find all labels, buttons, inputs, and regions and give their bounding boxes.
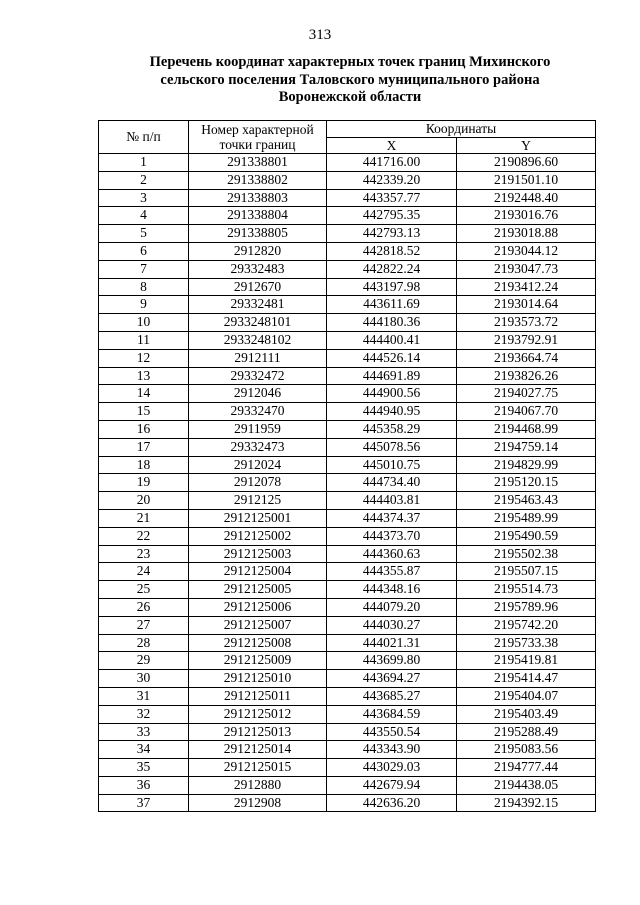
x-coordinate-cell: 444180.36 — [327, 314, 457, 332]
x-coordinate-cell: 442679.94 — [327, 776, 457, 794]
y-coordinate-cell: 2195404.07 — [457, 687, 596, 705]
header-row-1 — [99, 121, 596, 138]
y-coordinate-cell: 2193016.76 — [457, 207, 596, 225]
y-coordinate-cell: 2195463.43 — [457, 492, 596, 510]
x-coordinate-cell: 444734.40 — [327, 474, 457, 492]
x-coordinate-cell: 442793.13 — [327, 225, 457, 243]
y-coordinate-cell: 2195083.56 — [457, 741, 596, 759]
point-number-cell: 2912125006 — [189, 598, 327, 616]
table-row — [99, 420, 596, 438]
x-coordinate-cell: 442795.35 — [327, 207, 457, 225]
row-number-cell: 30 — [99, 670, 189, 688]
y-coordinate-cell: 2195490.59 — [457, 527, 596, 545]
point-number-cell: 2912908 — [189, 794, 327, 812]
y-coordinate-cell: 2195507.15 — [457, 563, 596, 581]
header-number: № п/п — [99, 121, 189, 154]
y-coordinate-cell: 2190896.60 — [457, 154, 596, 172]
point-number-cell: 2933248101 — [189, 314, 327, 332]
row-number-cell: 16 — [99, 420, 189, 438]
y-coordinate-cell: 2194438.05 — [457, 776, 596, 794]
x-coordinate-cell: 442818.52 — [327, 242, 457, 260]
row-number-cell: 1 — [99, 154, 189, 172]
x-coordinate-cell: 443343.90 — [327, 741, 457, 759]
y-coordinate-cell: 2195733.38 — [457, 634, 596, 652]
x-coordinate-cell: 441716.00 — [327, 154, 457, 172]
row-number-cell: 18 — [99, 456, 189, 474]
point-number-cell: 29332473 — [189, 438, 327, 456]
table-row — [99, 278, 596, 296]
coordinates-table — [98, 120, 596, 812]
table-row — [99, 242, 596, 260]
row-number-cell: 23 — [99, 545, 189, 563]
point-number-cell: 2912125 — [189, 492, 327, 510]
row-number-cell: 31 — [99, 687, 189, 705]
row-number-cell: 12 — [99, 349, 189, 367]
y-coordinate-cell: 2195502.38 — [457, 545, 596, 563]
x-coordinate-cell: 443685.27 — [327, 687, 457, 705]
y-coordinate-cell: 2195419.81 — [457, 652, 596, 670]
point-number-cell: 2912125005 — [189, 581, 327, 599]
table-row — [99, 260, 596, 278]
table-row — [99, 474, 596, 492]
point-number-cell: 2912125011 — [189, 687, 327, 705]
x-coordinate-cell: 443611.69 — [327, 296, 457, 314]
y-coordinate-cell: 2195288.49 — [457, 723, 596, 741]
point-number-cell: 2912125010 — [189, 670, 327, 688]
y-coordinate-cell: 2193573.72 — [457, 314, 596, 332]
row-number-cell: 20 — [99, 492, 189, 510]
point-number-cell: 29332481 — [189, 296, 327, 314]
point-number-cell: 2912125012 — [189, 705, 327, 723]
y-coordinate-cell: 2193014.64 — [457, 296, 596, 314]
header-point-line-1: Номер характерной — [201, 121, 314, 137]
point-number-cell: 2912125004 — [189, 563, 327, 581]
row-number-cell: 22 — [99, 527, 189, 545]
point-number-cell: 2912125003 — [189, 545, 327, 563]
point-number-cell: 2912125013 — [189, 723, 327, 741]
row-number-cell: 15 — [99, 403, 189, 421]
table-row — [99, 189, 596, 207]
y-coordinate-cell: 2195742.20 — [457, 616, 596, 634]
row-number-cell: 7 — [99, 260, 189, 278]
header-point-number — [189, 121, 327, 154]
table-row — [99, 527, 596, 545]
point-number-cell: 2912880 — [189, 776, 327, 794]
row-number-cell: 25 — [99, 581, 189, 599]
point-number-cell: 291338802 — [189, 171, 327, 189]
point-number-cell: 29332470 — [189, 403, 327, 421]
x-coordinate-cell: 443699.80 — [327, 652, 457, 670]
point-number-cell: 2912125015 — [189, 759, 327, 777]
row-number-cell: 4 — [99, 207, 189, 225]
x-coordinate-cell: 445078.56 — [327, 438, 457, 456]
y-coordinate-cell: 2193412.24 — [457, 278, 596, 296]
table-row — [99, 616, 596, 634]
x-coordinate-cell: 445358.29 — [327, 420, 457, 438]
x-coordinate-cell: 444021.31 — [327, 634, 457, 652]
table-row — [99, 545, 596, 563]
y-coordinate-cell: 2195414.47 — [457, 670, 596, 688]
x-coordinate-cell: 442636.20 — [327, 794, 457, 812]
row-number-cell: 28 — [99, 634, 189, 652]
x-coordinate-cell: 443197.98 — [327, 278, 457, 296]
table-row — [99, 794, 596, 812]
document-title-line-3: Воронежской области — [278, 89, 422, 105]
y-coordinate-cell: 2195120.15 — [457, 474, 596, 492]
table-row — [99, 723, 596, 741]
point-number-cell: 2912125002 — [189, 527, 327, 545]
point-number-cell: 29332472 — [189, 367, 327, 385]
point-number-cell: 2912078 — [189, 474, 327, 492]
row-number-cell: 14 — [99, 385, 189, 403]
point-number-cell: 2912046 — [189, 385, 327, 403]
coordinates-table-header — [99, 121, 596, 154]
x-coordinate-cell: 442339.20 — [327, 171, 457, 189]
x-coordinate-cell: 444940.95 — [327, 403, 457, 421]
table-row — [99, 385, 596, 403]
document-title-line-2: сельского поселения Таловского муниципального района — [160, 71, 540, 88]
row-number-cell: 9 — [99, 296, 189, 314]
table-row — [99, 225, 596, 243]
row-number-cell: 17 — [99, 438, 189, 456]
row-number-cell: 3 — [99, 189, 189, 207]
table-row — [99, 456, 596, 474]
point-number-cell: 2912125007 — [189, 616, 327, 634]
y-coordinate-cell: 2195489.99 — [457, 509, 596, 527]
y-coordinate-cell: 2194027.75 — [457, 385, 596, 403]
y-coordinate-cell: 2194829.99 — [457, 456, 596, 474]
document-title-line-1: Перечень координат характерных точек границ Михинского — [149, 54, 551, 70]
coordinates-table-body — [99, 154, 596, 812]
y-coordinate-cell: 2194392.15 — [457, 794, 596, 812]
point-number-cell: 2912125008 — [189, 634, 327, 652]
point-number-cell: 2911959 — [189, 420, 327, 438]
point-number-cell: 291338801 — [189, 154, 327, 172]
table-row — [99, 509, 596, 527]
row-number-cell: 24 — [99, 563, 189, 581]
y-coordinate-cell: 2193664.74 — [457, 349, 596, 367]
y-coordinate-cell: 2195514.73 — [457, 581, 596, 599]
table-row — [99, 634, 596, 652]
table-row — [99, 207, 596, 225]
y-coordinate-cell: 2193044.12 — [457, 242, 596, 260]
table-row — [99, 598, 596, 616]
document-title — [100, 54, 600, 107]
point-number-cell: 2912125001 — [189, 509, 327, 527]
row-number-cell: 2 — [99, 171, 189, 189]
table-row — [99, 581, 596, 599]
y-coordinate-cell: 2193792.91 — [457, 331, 596, 349]
row-number-cell: 13 — [99, 367, 189, 385]
page-number: 313 — [308, 27, 332, 43]
y-coordinate-cell: 2193047.73 — [457, 260, 596, 278]
table-row — [99, 171, 596, 189]
y-coordinate-cell: 2194777.44 — [457, 759, 596, 777]
row-number-cell: 10 — [99, 314, 189, 332]
row-number-cell: 37 — [99, 794, 189, 812]
table-row — [99, 331, 596, 349]
x-coordinate-cell: 444526.14 — [327, 349, 457, 367]
row-number-cell: 34 — [99, 741, 189, 759]
x-coordinate-cell: 444360.63 — [327, 545, 457, 563]
x-coordinate-cell: 443357.77 — [327, 189, 457, 207]
row-number-cell: 11 — [99, 331, 189, 349]
table-row — [99, 759, 596, 777]
row-number-cell: 35 — [99, 759, 189, 777]
row-number-cell: 5 — [99, 225, 189, 243]
row-number-cell: 29 — [99, 652, 189, 670]
table-row — [99, 438, 596, 456]
x-coordinate-cell: 443550.54 — [327, 723, 457, 741]
x-coordinate-cell: 442822.24 — [327, 260, 457, 278]
table-row — [99, 367, 596, 385]
table-row — [99, 563, 596, 581]
y-coordinate-cell: 2195403.49 — [457, 705, 596, 723]
table-row — [99, 687, 596, 705]
row-number-cell: 26 — [99, 598, 189, 616]
table-row — [99, 652, 596, 670]
x-coordinate-cell: 443694.27 — [327, 670, 457, 688]
table-row — [99, 314, 596, 332]
x-coordinate-cell: 444030.27 — [327, 616, 457, 634]
point-number-cell: 2912125009 — [189, 652, 327, 670]
x-coordinate-cell: 444691.89 — [327, 367, 457, 385]
table-row — [99, 296, 596, 314]
y-coordinate-cell: 2191501.10 — [457, 171, 596, 189]
point-number-cell: 2912670 — [189, 278, 327, 296]
x-coordinate-cell: 444355.87 — [327, 563, 457, 581]
point-number-cell: 2912820 — [189, 242, 327, 260]
y-coordinate-cell: 2192448.40 — [457, 189, 596, 207]
row-number-cell: 21 — [99, 509, 189, 527]
x-coordinate-cell: 443684.59 — [327, 705, 457, 723]
row-number-cell: 33 — [99, 723, 189, 741]
row-number-cell: 36 — [99, 776, 189, 794]
point-number-cell: 2912125014 — [189, 741, 327, 759]
point-number-cell: 2933248102 — [189, 331, 327, 349]
table-row — [99, 741, 596, 759]
y-coordinate-cell: 2194759.14 — [457, 438, 596, 456]
point-number-cell: 2912111 — [189, 349, 327, 367]
y-coordinate-cell: 2195789.96 — [457, 598, 596, 616]
x-coordinate-cell: 444373.70 — [327, 527, 457, 545]
x-coordinate-cell: 444900.56 — [327, 385, 457, 403]
y-coordinate-cell: 2194067.70 — [457, 403, 596, 421]
row-number-cell: 8 — [99, 278, 189, 296]
header-x: X — [327, 137, 457, 154]
header-coordinates: Координаты — [327, 121, 596, 138]
y-coordinate-cell: 2193826.26 — [457, 367, 596, 385]
table-row — [99, 492, 596, 510]
table-row — [99, 776, 596, 794]
x-coordinate-cell: 444079.20 — [327, 598, 457, 616]
point-number-cell: 2912024 — [189, 456, 327, 474]
header-point-line-2: точки границ — [219, 137, 296, 152]
table-row — [99, 403, 596, 421]
x-coordinate-cell: 444348.16 — [327, 581, 457, 599]
y-coordinate-cell: 2193018.88 — [457, 225, 596, 243]
x-coordinate-cell: 444400.41 — [327, 331, 457, 349]
x-coordinate-cell: 444374.37 — [327, 509, 457, 527]
point-number-cell: 291338804 — [189, 207, 327, 225]
point-number-cell: 291338805 — [189, 225, 327, 243]
x-coordinate-cell: 445010.75 — [327, 456, 457, 474]
header-y: Y — [457, 137, 596, 154]
row-number-cell: 6 — [99, 242, 189, 260]
x-coordinate-cell: 444403.81 — [327, 492, 457, 510]
point-number-cell: 291338803 — [189, 189, 327, 207]
table-row — [99, 154, 596, 172]
row-number-cell: 19 — [99, 474, 189, 492]
y-coordinate-cell: 2194468.99 — [457, 420, 596, 438]
row-number-cell: 27 — [99, 616, 189, 634]
row-number-cell: 32 — [99, 705, 189, 723]
point-number-cell: 29332483 — [189, 260, 327, 278]
x-coordinate-cell: 443029.03 — [327, 759, 457, 777]
table-row — [99, 349, 596, 367]
table-row — [99, 705, 596, 723]
table-row — [99, 670, 596, 688]
